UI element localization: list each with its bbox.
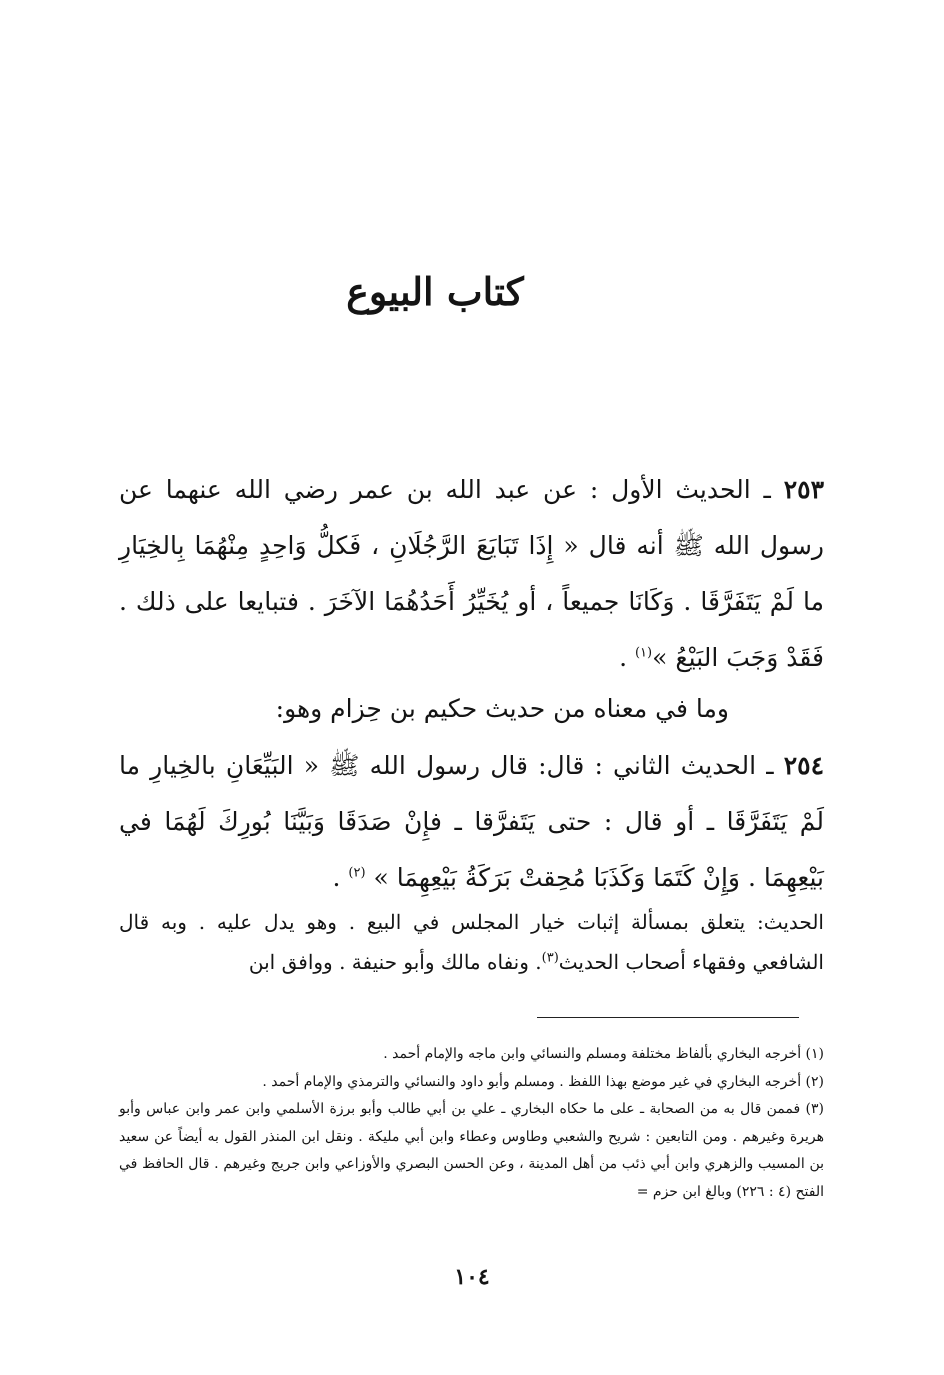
footnote-separator — [537, 1017, 799, 1018]
page-number: ١٠٤ — [454, 1264, 490, 1290]
hadith-number: ٢٥٣ — [783, 475, 825, 504]
hadith-number: ٢٥٤ — [783, 751, 825, 780]
commentary-text-a: الحديث: يتعلق بمسألة إثبات خيار المجلس في البيع . وهو يدل عليه . وبه قال الشافعي وفقهاء أصحاب الحديث — [119, 910, 824, 974]
footnote-2: (٢) أخرجه البخاري في غير موضع بهذا اللفظ . ومسلم وأبو داود والنسائي والترمذي والإمام أحمد . — [262, 1073, 824, 1090]
hadith-heading: ـ الحديث الأول : — [589, 475, 771, 504]
hadith-text: قال: قال رسول الله ﷺ « البَيِّعَانِ بالخِيارِ ما لَمْ يَتَفَرَّقَا ـ أو قال : حتى يَتَفرَّقا ـ فإِنْ صَدَقَا وَبَيَّنَا بُورِكَ لَهُمَا في بَيْعِهِمَا . وَإِنْ كَتَمَا وَكَذَبَا مُحِقتْ بَرَكَةُ بَيْعِهِمَا » — [119, 751, 824, 892]
commentary-text-b: . ونفاه مالك وأبو حنيفة . ووافق ابن — [248, 950, 542, 974]
footnote-ref-1[interactable]: (١) — [634, 645, 653, 661]
footnote-3: (٣) فممن قال به من الصحابة ـ على ما حكاه البخاري ـ علي بن أبي طالب وأبو برزة الأسلمي وابن عمر وابن عباس وأبو هريرة وغيرهم . ومن التابعين : شريح والشعبي وطاوس وعطاء وابن أبي مليكة . ونقل ابن المنذر القول به أيضاً عن سعيد بن المسيب والزهري وابن أبي ذئب من أهل المدينة ، وعن الحسن البصري والأوزاعي وابن جريج وغيرهم . قال الحافظ في الفتح (٤ : ٢٢٦) وبالغ ابن حزم = — [119, 1101, 825, 1200]
hadith-254 — [119, 738, 824, 906]
footnote-1: (١) أخرجه البخاري بألفاظ مختلفة ومسلم والنسائي وابن ماجه والإمام أحمد . — [383, 1046, 824, 1062]
hadith-text: عن عبد الله بن عمر رضي الله عنهما عن رسول الله ﷺ أنه قال « إِذَا تَبَايَعَ الرَّجُلَانِ ، فَكلُّ وَاحِدٍ مِنْهُمَا بِالخِيَارِ ما لَمْ يَتَفَرَّقَا . وَكَانَا جميعاً ، أو يُخَيِّرُ أَحَدُهُمَا الآخَرَ . فتبايعا على ذلك . فَقَدْ وَجَبَ البَيْعُ » — [119, 475, 824, 672]
footnote-ref-3[interactable]: (٣) — [541, 950, 559, 966]
footnotes-list — [119, 1041, 824, 1206]
hadith-heading: ـ الحديث الثاني : — [594, 751, 774, 780]
sentence-end: . — [619, 643, 628, 672]
commentary-paragraph — [119, 902, 824, 982]
sentence-end: . — [332, 863, 341, 892]
chapter-title: كتاب البيوع — [346, 269, 524, 314]
intro-line: وما في معناه من حديث حكيم بن حِزام وهو: — [275, 694, 729, 723]
hadith-253 — [119, 462, 824, 686]
footnote-ref-2[interactable]: (٢) — [348, 865, 366, 881]
